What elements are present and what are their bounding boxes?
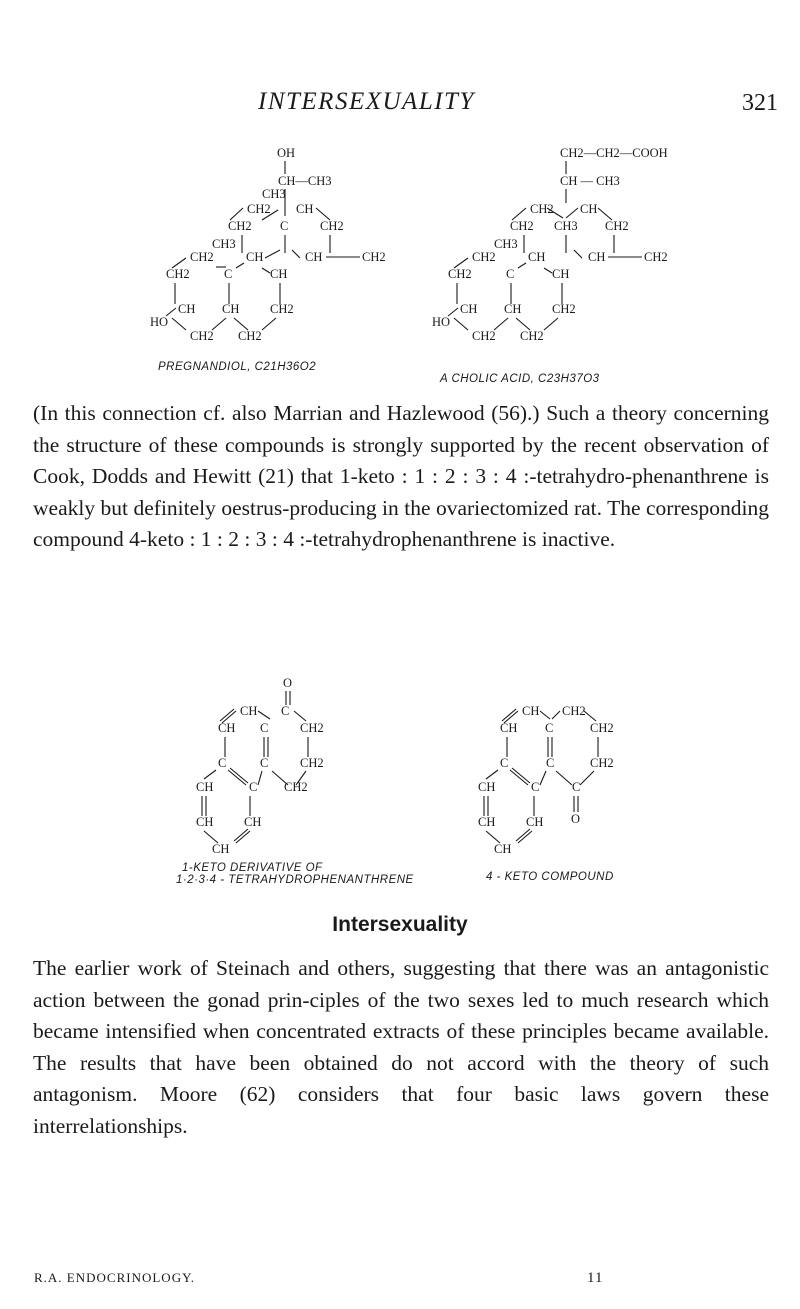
atom-label: CH [552,267,570,281]
atom-label: CH [478,815,496,829]
atom-label: CH [212,842,230,856]
atom-label: CH [196,815,214,829]
atom-label: C [281,704,290,718]
atom-label: C [260,721,269,735]
page-number: 321 [742,90,778,116]
atom-label: C [531,780,540,794]
atom-label: CH [494,842,512,856]
atom-label: CH2 [590,721,614,735]
atom-label: CH2 [472,250,496,264]
atom-label: CH2 [166,267,190,281]
atom-label: C [280,219,289,233]
atom-label: CH [580,202,598,216]
paragraph-marrian-hazlewood [33,398,769,556]
pregnandiol-formula [150,146,386,343]
atom-label: CH—CH3 [278,174,332,188]
atom-label: CH2 [590,756,614,770]
atom-label: CH [526,815,544,829]
atom-label: CH [240,704,258,718]
figure-caption-pregnandiol: PREGNANDIOL, C21H36O2 [158,361,317,373]
bottom-structural-formulas [0,675,800,885]
footer-sheet-number: 11 [587,1270,604,1286]
atom-label: HO [432,315,451,329]
atom-label: CH3 [212,237,236,251]
paragraph-text: (In this connection cf. also Marrian and Hazlewood (56).) Such a theory concerning the structure of these compounds is strongly supported by the recent observation of Cook, Dodds and Hewitt (21) that 1-keto : 1 : 2 : 3 : 4 :-tetrahydro-phenanthrene is weakly but definitely oestrus-producing in the ovariectomized rat. The corresponding compound 4-keto : 1 : 2 : 3 : 4 :-tetrahydrophenanthrene is inactive. [33,401,769,552]
atom-label: CH [522,704,540,718]
atom-label: O [283,676,293,690]
paragraph-intersexuality [33,953,769,1143]
atom-label: CH2 [362,250,386,264]
atom-label: CH [504,302,522,316]
atom-label: CH2 [247,202,271,216]
atom-label: CH2 [448,267,472,281]
atom-label: CH [296,202,314,216]
atom-label: HO [150,315,169,329]
atom-label: CH2—CH2—COOH [560,146,668,160]
atom-label: CH [460,302,478,316]
atom-label: CH2 [228,219,252,233]
atom-label: CH [178,302,196,316]
atom-label: OH [277,146,296,160]
atom-label: CH [218,721,236,735]
atom-label: CH [222,302,240,316]
atom-label: CH3 [554,219,578,233]
atom-label: CH2 [190,250,214,264]
atom-label: CH [305,250,323,264]
atom-label: CH2 [284,780,308,794]
atom-label: C [224,267,233,281]
atom-label: CH2 [270,302,294,316]
atom-label: C [260,756,269,770]
atom-label: CH2 [530,202,554,216]
atom-label: CH2 [238,329,262,343]
atom-label: CH [246,250,264,264]
atom-label: C [572,780,581,794]
top-structural-formulas [0,140,800,390]
figure-caption-1-keto-line-2: 1·2·3·4 - TETRAHYDROPHENANTHRENE [176,874,414,885]
atom-label: CH2 [562,704,586,718]
atom-label: CH2 [300,756,324,770]
atom-label: CH2 [190,329,214,343]
atom-label: CH — CH3 [560,174,620,188]
atom-label: CH [270,267,288,281]
atom-label: CH3 [494,237,518,251]
atom-label: CH2 [300,721,324,735]
footer-signature: R.A. ENDOCRINOLOGY. [34,1270,196,1285]
4-keto-compound-formula [478,704,614,856]
atom-label: CH2 [520,329,544,343]
atom-label: CH [478,780,496,794]
atom-label: CH2 [552,302,576,316]
atom-label: CH2 [644,250,668,264]
atom-label: CH [528,250,546,264]
atom-label: CH2 [510,219,534,233]
paragraph-text: The earlier work of Steinach and others, suggesting that there was an antagonistic action between the gonad prin-ciples of the two sexes led to much research which became intensified when concentrated extracts of these principles became available. The results that have been obtained do not accord with the theory of such antagonism. Moore (62) considers that four basic laws govern these interrelationships. [33,956,769,1138]
cholic-acid-formula [432,146,668,343]
atom-label: CH [588,250,606,264]
atom-label: C [546,756,555,770]
atom-label: O [571,812,581,826]
running-header-title: INTERSEXUALITY [258,88,475,115]
figure-caption-4-keto: 4 - KETO COMPOUND [486,871,614,883]
atom-label: CH3 [262,187,286,201]
atom-label: CH [244,815,262,829]
atom-label: CH [196,780,214,794]
figure-caption-cholic-acid: A CHOLIC ACID, C23H37O3 [440,373,600,385]
atom-label: CH2 [472,329,496,343]
atom-label: C [249,780,258,794]
atom-label: C [500,756,509,770]
atom-label: C [506,267,515,281]
section-heading: Intersexuality [332,913,468,936]
atom-label: C [218,756,227,770]
atom-label: CH [500,721,518,735]
atom-label: CH2 [605,219,629,233]
atom-label: C [545,721,554,735]
figure-caption-1-keto-line-1-visible: 1-KETO DERIVATIVE OF [182,862,323,874]
1-keto-derivative-formula [196,676,324,856]
atom-label: CH2 [320,219,344,233]
